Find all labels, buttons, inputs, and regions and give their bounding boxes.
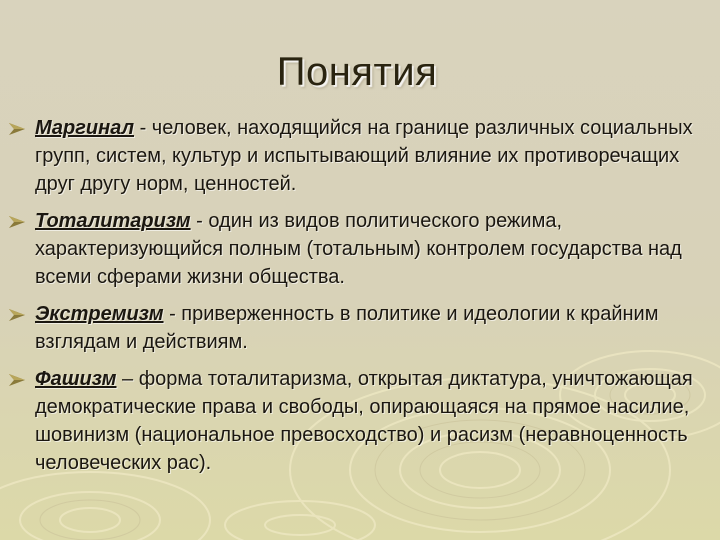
definition-item-marginal [0, 114, 720, 198]
definition-item-fascism [0, 365, 720, 477]
definition-item-extremism [0, 300, 720, 356]
definition-text: - приверженность в политике и идеологии к крайним взглядам и действиям. [35, 303, 659, 353]
slide-title: Понятия [276, 50, 438, 94]
arrowhead-bullet-icon [8, 373, 26, 387]
definition-term: Тоталитаризм [35, 210, 191, 232]
definition-term: Фашизм [35, 368, 117, 390]
definition-term: Экстремизм [35, 303, 164, 325]
arrowhead-bullet-icon [8, 215, 26, 229]
arrowhead-bullet-icon [8, 308, 26, 322]
definition-text: - человек, находящийся на границе различных социальных групп, систем, культур и испытывающий влияние их противоречащих друг другу норм, ценностей. [35, 117, 693, 195]
definition-text: – форма тоталитаризма, открытая диктатура, уничтожающая демократические права и свободы, опирающаяся на прямое насилие, шовинизм (национальное превосходство) и расизм (неравноценность человеческих рас). [35, 368, 693, 474]
definition-term: Маргинал [35, 117, 135, 139]
definition-item-totalitarianism [0, 207, 720, 291]
arrowhead-bullet-icon [8, 122, 26, 136]
definition-text: - один из видов политического режима, характеризующийся полным (тотальным) контролем государства над всеми сферами жизни общества. [35, 210, 682, 288]
definitions-list [0, 114, 720, 486]
